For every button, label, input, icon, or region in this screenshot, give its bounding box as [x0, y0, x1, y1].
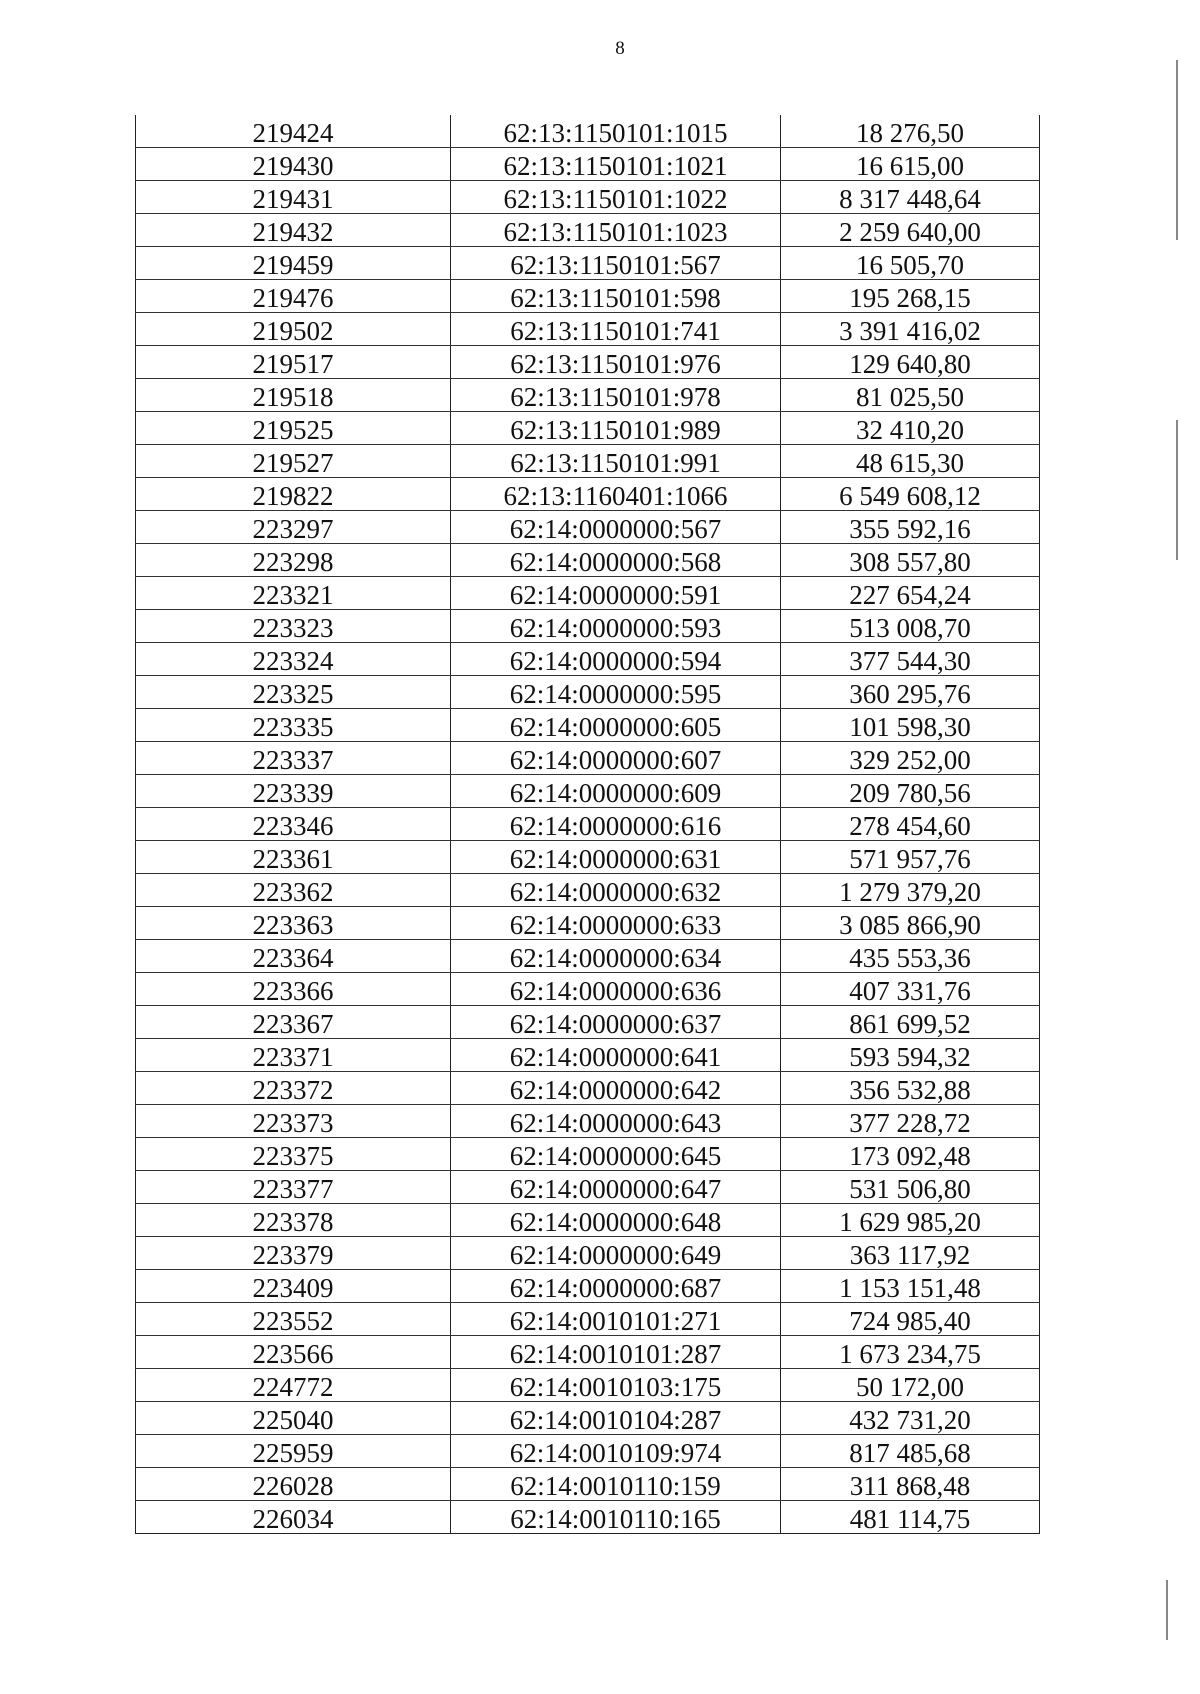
cell-cadastral-number: 62:14:0010101:271: [451, 1303, 781, 1336]
cell-cadastral-number: 62:14:0000000:634: [451, 940, 781, 973]
cell-cadastral-number: 62:13:1150101:598: [451, 280, 781, 313]
cell-value: 16 505,70: [781, 247, 1040, 280]
cell-cadastral-number: 62:14:0010103:175: [451, 1369, 781, 1402]
table-row: [136, 1468, 1040, 1501]
table-row: [136, 709, 1040, 742]
cell-cadastral-number: 62:14:0000000:631: [451, 841, 781, 874]
cell-id: 225040: [136, 1402, 451, 1435]
cell-id: 219459: [136, 247, 451, 280]
cell-id: 223337: [136, 742, 451, 775]
cell-value: 6 549 608,12: [781, 478, 1040, 511]
table-row: [136, 1501, 1040, 1534]
cell-id: 223367: [136, 1006, 451, 1039]
cell-value: 360 295,76: [781, 676, 1040, 709]
table-row: [136, 1369, 1040, 1402]
cell-id: 223371: [136, 1039, 451, 1072]
cell-cadastral-number: 62:14:0000000:687: [451, 1270, 781, 1303]
table-row: [136, 1204, 1040, 1237]
cell-value: 377 544,30: [781, 643, 1040, 676]
table-row: [136, 214, 1040, 247]
cell-id: 226028: [136, 1468, 451, 1501]
cell-cadastral-number: 62:14:0000000:632: [451, 874, 781, 907]
cell-cadastral-number: 62:14:0000000:593: [451, 610, 781, 643]
table-row: [136, 115, 1040, 148]
cell-cadastral-number: 62:14:0010109:974: [451, 1435, 781, 1468]
cell-id: 223321: [136, 577, 451, 610]
cell-value: 356 532,88: [781, 1072, 1040, 1105]
cell-id: 223379: [136, 1237, 451, 1270]
table-row: [136, 313, 1040, 346]
cell-id: 223339: [136, 775, 451, 808]
cell-cadastral-number: 62:14:0000000:605: [451, 709, 781, 742]
table-row: [136, 577, 1040, 610]
cell-cadastral-number: 62:13:1150101:976: [451, 346, 781, 379]
cell-value: 1 673 234,75: [781, 1336, 1040, 1369]
cell-value: 227 654,24: [781, 577, 1040, 610]
cell-value: 363 117,92: [781, 1237, 1040, 1270]
table-row: [136, 445, 1040, 478]
cell-value: 1 629 985,20: [781, 1204, 1040, 1237]
cell-value: 531 506,80: [781, 1171, 1040, 1204]
cell-id: 223363: [136, 907, 451, 940]
cell-cadastral-number: 62:13:1150101:1023: [451, 214, 781, 247]
cell-value: 513 008,70: [781, 610, 1040, 643]
cell-value: 3 085 866,90: [781, 907, 1040, 940]
table-row: [136, 610, 1040, 643]
cell-id: 219424: [136, 115, 451, 148]
cell-cadastral-number: 62:14:0000000:594: [451, 643, 781, 676]
cell-cadastral-number: 62:13:1150101:1021: [451, 148, 781, 181]
cell-id: 223372: [136, 1072, 451, 1105]
cell-cadastral-number: 62:14:0000000:607: [451, 742, 781, 775]
table-row: [136, 181, 1040, 214]
table-row: [136, 478, 1040, 511]
cell-id: 223364: [136, 940, 451, 973]
cell-id: 223335: [136, 709, 451, 742]
cell-id: 223362: [136, 874, 451, 907]
cell-id: 223377: [136, 1171, 451, 1204]
table-row: [136, 280, 1040, 313]
table-row: [136, 1435, 1040, 1468]
table-row: [136, 1105, 1040, 1138]
scan-edge-mark: [1176, 60, 1178, 240]
cell-value: 209 780,56: [781, 775, 1040, 808]
table-row: [136, 1006, 1040, 1039]
cell-id: 223323: [136, 610, 451, 643]
table-row: [136, 1171, 1040, 1204]
cell-value: 195 268,15: [781, 280, 1040, 313]
cell-id: 219431: [136, 181, 451, 214]
cell-value: 817 485,68: [781, 1435, 1040, 1468]
cell-id: 219822: [136, 478, 451, 511]
cell-cadastral-number: 62:14:0010110:165: [451, 1501, 781, 1534]
cell-cadastral-number: 62:13:1150101:1022: [451, 181, 781, 214]
cell-value: 432 731,20: [781, 1402, 1040, 1435]
cell-cadastral-number: 62:14:0010104:287: [451, 1402, 781, 1435]
table-row: [136, 676, 1040, 709]
table-row: [136, 1072, 1040, 1105]
cell-id: 223373: [136, 1105, 451, 1138]
cell-value: 308 557,80: [781, 544, 1040, 577]
cell-value: 861 699,52: [781, 1006, 1040, 1039]
cell-id: 223324: [136, 643, 451, 676]
cell-id: 219430: [136, 148, 451, 181]
cell-cadastral-number: 62:14:0000000:567: [451, 511, 781, 544]
table-row: [136, 808, 1040, 841]
cell-cadastral-number: 62:14:0000000:591: [451, 577, 781, 610]
cell-value: 173 092,48: [781, 1138, 1040, 1171]
cell-id: 223366: [136, 973, 451, 1006]
cell-id: 223346: [136, 808, 451, 841]
cell-cadastral-number: 62:14:0000000:636: [451, 973, 781, 1006]
table-row: [136, 973, 1040, 1006]
cell-cadastral-number: 62:14:0000000:641: [451, 1039, 781, 1072]
cell-cadastral-number: 62:13:1150101:978: [451, 379, 781, 412]
table-row: [136, 1336, 1040, 1369]
table-row: [136, 907, 1040, 940]
cell-id: 223378: [136, 1204, 451, 1237]
cell-cadastral-number: 62:14:0000000:595: [451, 676, 781, 709]
cell-cadastral-number: 62:14:0000000:648: [451, 1204, 781, 1237]
cell-cadastral-number: 62:13:1150101:989: [451, 412, 781, 445]
table-row: [136, 247, 1040, 280]
cell-value: 101 598,30: [781, 709, 1040, 742]
cell-value: 48 615,30: [781, 445, 1040, 478]
cell-id: 223298: [136, 544, 451, 577]
cell-id: 223552: [136, 1303, 451, 1336]
table-row: [136, 148, 1040, 181]
table-row: [136, 379, 1040, 412]
cell-value: 1 153 151,48: [781, 1270, 1040, 1303]
cell-value: 355 592,16: [781, 511, 1040, 544]
cell-cadastral-number: 62:14:0000000:649: [451, 1237, 781, 1270]
cell-id: 225959: [136, 1435, 451, 1468]
table-row: [136, 1237, 1040, 1270]
cell-cadastral-number: 62:13:1150101:1015: [451, 115, 781, 148]
cell-value: 8 317 448,64: [781, 181, 1040, 214]
table-row: [136, 511, 1040, 544]
cell-id: 219517: [136, 346, 451, 379]
table-row: [136, 940, 1040, 973]
cell-value: 50 172,00: [781, 1369, 1040, 1402]
table-row: [136, 874, 1040, 907]
cell-id: 223325: [136, 676, 451, 709]
cell-value: 329 252,00: [781, 742, 1040, 775]
cell-cadastral-number: 62:14:0000000:568: [451, 544, 781, 577]
table-row: [136, 1138, 1040, 1171]
table-body: [136, 115, 1040, 1534]
cell-value: 435 553,36: [781, 940, 1040, 973]
cell-id: 219476: [136, 280, 451, 313]
cell-value: 407 331,76: [781, 973, 1040, 1006]
cell-value: 3 391 416,02: [781, 313, 1040, 346]
scan-edge-mark: [1166, 1580, 1168, 1640]
cell-id: 219502: [136, 313, 451, 346]
table-row: [136, 412, 1040, 445]
cell-value: 724 985,40: [781, 1303, 1040, 1336]
cell-value: 81 025,50: [781, 379, 1040, 412]
cell-cadastral-number: 62:13:1160401:1066: [451, 478, 781, 511]
cell-cadastral-number: 62:14:0000000:637: [451, 1006, 781, 1039]
cell-id: 223361: [136, 841, 451, 874]
cell-id: 219518: [136, 379, 451, 412]
cell-id: 219432: [136, 214, 451, 247]
cell-id: 224772: [136, 1369, 451, 1402]
cell-id: 219527: [136, 445, 451, 478]
cell-id: 226034: [136, 1501, 451, 1534]
cell-cadastral-number: 62:14:0000000:643: [451, 1105, 781, 1138]
cell-value: 278 454,60: [781, 808, 1040, 841]
table-row: [136, 775, 1040, 808]
cell-value: 32 410,20: [781, 412, 1040, 445]
cell-value: 571 957,76: [781, 841, 1040, 874]
cell-value: 16 615,00: [781, 148, 1040, 181]
cell-cadastral-number: 62:14:0000000:642: [451, 1072, 781, 1105]
cell-cadastral-number: 62:13:1150101:567: [451, 247, 781, 280]
cell-cadastral-number: 62:14:0000000:616: [451, 808, 781, 841]
table-row: [136, 1270, 1040, 1303]
cell-id: 223375: [136, 1138, 451, 1171]
scan-edge-mark: [1176, 420, 1178, 560]
table-row: [136, 841, 1040, 874]
cell-cadastral-number: 62:13:1150101:741: [451, 313, 781, 346]
page-number: 8: [615, 38, 625, 59]
cell-value: 481 114,75: [781, 1501, 1040, 1534]
records-table: [135, 115, 1040, 1534]
cell-cadastral-number: 62:14:0000000:609: [451, 775, 781, 808]
table-row: [136, 544, 1040, 577]
cell-value: 311 868,48: [781, 1468, 1040, 1501]
table-row: [136, 1402, 1040, 1435]
cell-value: 129 640,80: [781, 346, 1040, 379]
cell-cadastral-number: 62:13:1150101:991: [451, 445, 781, 478]
cell-value: 18 276,50: [781, 115, 1040, 148]
cell-cadastral-number: 62:14:0000000:647: [451, 1171, 781, 1204]
cell-id: 223409: [136, 1270, 451, 1303]
cell-cadastral-number: 62:14:0000000:645: [451, 1138, 781, 1171]
cell-value: 377 228,72: [781, 1105, 1040, 1138]
cell-cadastral-number: 62:14:0000000:633: [451, 907, 781, 940]
cell-value: 2 259 640,00: [781, 214, 1040, 247]
cell-value: 1 279 379,20: [781, 874, 1040, 907]
cell-id: 223566: [136, 1336, 451, 1369]
cell-cadastral-number: 62:14:0010110:159: [451, 1468, 781, 1501]
table-row: [136, 1303, 1040, 1336]
table-row: [136, 346, 1040, 379]
table-row: [136, 643, 1040, 676]
cell-value: 593 594,32: [781, 1039, 1040, 1072]
cell-cadastral-number: 62:14:0010101:287: [451, 1336, 781, 1369]
cell-id: 219525: [136, 412, 451, 445]
cell-id: 223297: [136, 511, 451, 544]
table-row: [136, 1039, 1040, 1072]
table-row: [136, 742, 1040, 775]
